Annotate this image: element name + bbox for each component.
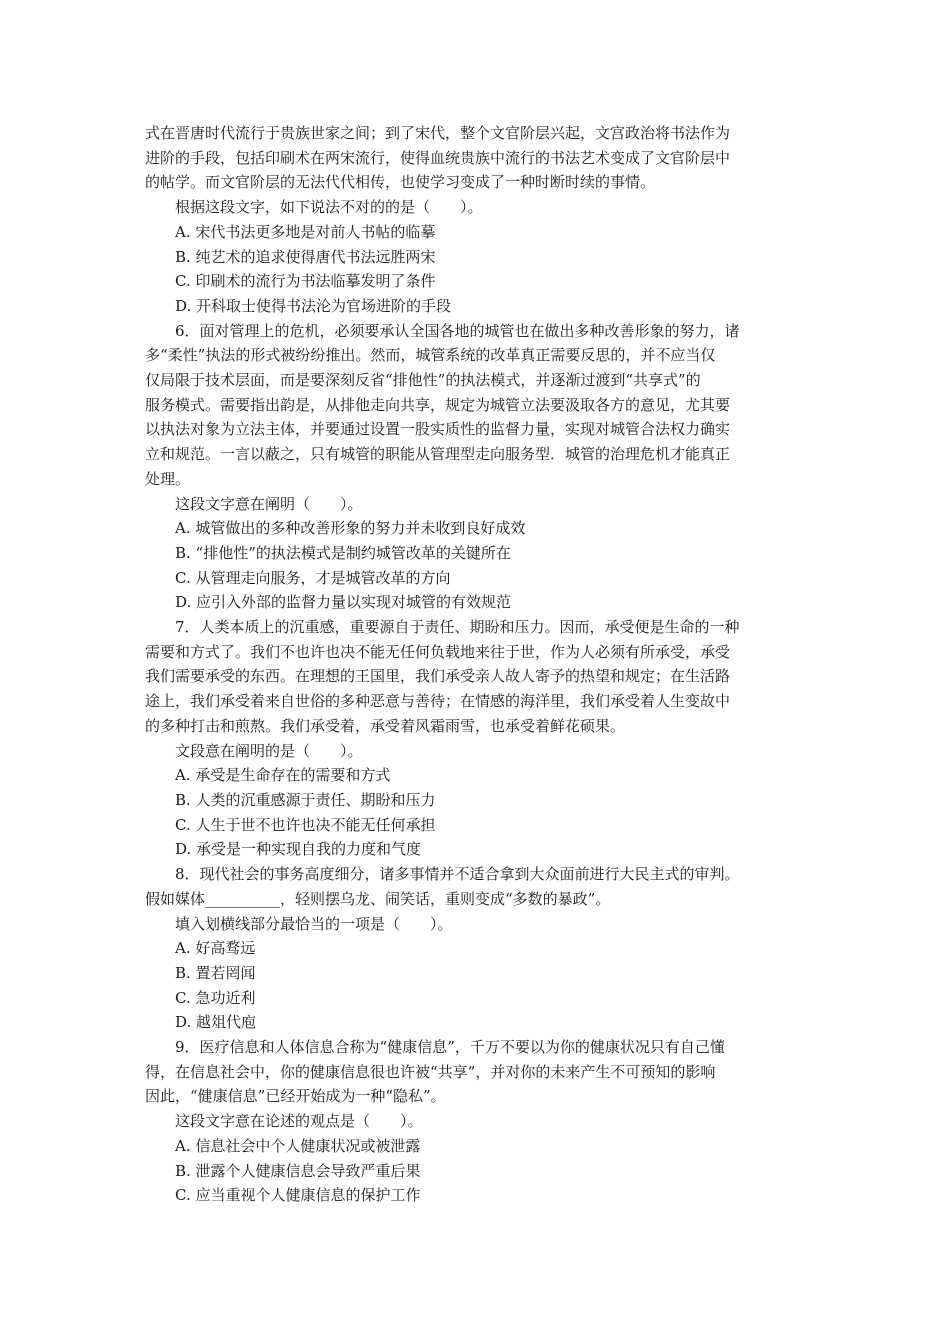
passage-line: 立和规范。一言以蔽之，只有城管的职能从管理型走向服务型．城管的治理危机才能真正 xyxy=(145,445,731,464)
question-7-option-c: C. 人生于世不也许也决不能无任何承担 xyxy=(175,815,436,834)
passage-line: 9．医疗信息和人体信息合称为“健康信息”，千万不要以为你的健康状况只有自己懂 xyxy=(175,1038,725,1057)
passage-line: 需要和方式了。我们不也许也决不能无任何负载地来往于世，作为人必须有所承受，承受 xyxy=(145,642,731,661)
question-8-prompt: 填入划横线部分最恰当的一项是（ ）。 xyxy=(175,914,453,933)
passage-line: 以执法对象为立法主体，并要通过设置一股实质性的监督力量，实现对城管合法权力确实 xyxy=(145,420,731,439)
passage-line: 进阶的手段，包括印刷术在两宋流行，使得血统贵族中流行的书法艺术变成了文官阶层中 xyxy=(145,148,731,167)
question-9-passage xyxy=(145,1035,809,1109)
question-7-option-d: D. 承受是一种实现自我的力度和气度 xyxy=(175,840,422,859)
question-6-option-b: B. “排他性”的执法模式是制约城管改革的关键所在 xyxy=(175,543,511,562)
question-5-option-a: A. 宋代书法更多地是对前人书帖的临摹 xyxy=(175,222,436,241)
question-5-passage xyxy=(145,121,809,195)
question-8-option-c: C. 急功近利 xyxy=(175,988,256,1007)
question-8-option-a: A. 好高骛远 xyxy=(175,939,256,958)
question-9-option-c: C. 应当重视个人健康信息的保护工作 xyxy=(175,1186,421,1205)
passage-line: 仅局限于技术层面，而是要深刻反省“排他性”的执法模式，并逐渐过渡到“共享式”的 xyxy=(145,371,701,390)
question-5-prompt: 根据这段文字，如下说法不对的的是（ ）。 xyxy=(175,198,483,217)
question-8-option-b: B. 置若罔闻 xyxy=(175,963,256,982)
passage-line: 得，在信息社会中，你的健康信息很也许被“共享”，并对你的未来产生不可预知的影响 xyxy=(145,1062,716,1081)
question-9-option-a: A. 信息社会中个人健康状况或被泄露 xyxy=(175,1136,421,1155)
question-6-passage xyxy=(145,319,809,492)
question-7-option-a: A. 承受是生命存在的需要和方式 xyxy=(175,766,391,785)
question-6-option-a: A. 城管做出的多种改善形象的努力并未收到良好成效 xyxy=(175,519,526,538)
question-5-option-d: D. 开科取士使得书法沦为官场进阶的手段 xyxy=(175,296,452,315)
question-7-passage xyxy=(145,615,809,739)
question-7-prompt: 文段意在阐明的是（ ）。 xyxy=(175,741,363,760)
document-body xyxy=(145,121,809,1208)
question-6-option-c: C. 从管理走向服务，才是城管改革的方向 xyxy=(175,568,451,587)
passage-line: 6．面对管理上的危机，必须要承认全国各地的城管也在做出多种改善形象的努力，诸 xyxy=(175,321,740,340)
question-5-option-b: B. 纯艺术的追求使得唐代书法远胜两宋 xyxy=(175,247,436,266)
passage-line: 假如媒体__________，轻则摆乌龙、闹笑话，重则变成“多数的暴政”。 xyxy=(145,889,611,908)
question-6-prompt: 这段文字意在阐明（ ）。 xyxy=(175,494,363,513)
passage-line: 我们需要承受的东西。在理想的王国里，我们承受亲人故人寄予的热望和规定；在生活路 xyxy=(145,667,731,686)
question-5-option-c: C. 印刷术的流行为书法临摹发明了条件 xyxy=(175,272,436,291)
passage-line: 8．现代社会的事务高度细分，诸多事情并不适合拿到大众面前进行大民主式的审判。 xyxy=(175,865,740,884)
passage-line: 的多种打击和煎熬。我们承受着，承受着风霜雨雪，也承受着鲜花硕果。 xyxy=(145,716,626,735)
passage-line: 多“柔性”执法的形式被纷纷推出。然而，城管系统的改革真正需要反思的，并不应当仅 xyxy=(145,346,716,365)
passage-line: 处理。 xyxy=(145,469,191,488)
question-8-passage xyxy=(145,862,809,911)
passage-line: 服务模式。需要指出韵是，从排他走向共享，规定为城管立法要汲取各方的意见，尤其要 xyxy=(145,395,731,414)
passage-line: 的帖学。而文官阶层的无法代代相传，也使学习变成了一种时断时续的事情。 xyxy=(145,173,656,192)
passage-line: 式在晋唐时代流行于贵族世家之间；到了宋代，整个文官阶层兴起，文宫政治将书法作为 xyxy=(145,124,731,142)
question-9-option-b: B. 泄露个人健康信息会导致严重后果 xyxy=(175,1161,421,1180)
question-6-option-d: D. 应引入外部的监督力量以实现对城管的有效规范 xyxy=(175,593,512,612)
passage-line: 因此，“健康信息”已经开始成为一种“隐私”。 xyxy=(145,1087,446,1106)
passage-line: 途上，我们承受着来自世俗的多种恶意与善待；在情感的海洋里，我们承受着人生变故中 xyxy=(145,692,731,711)
question-9-prompt: 这段文字意在论述的观点是（ ）。 xyxy=(175,1112,423,1131)
passage-line: 7．人类本质上的沉重感，重要源自于责任、期盼和压力。因而，承受便是生命的一种 xyxy=(175,618,740,637)
question-7-option-b: B. 人类的沉重感源于责任、期盼和压力 xyxy=(175,790,436,809)
question-8-option-d: D. 越俎代庖 xyxy=(175,1013,257,1032)
